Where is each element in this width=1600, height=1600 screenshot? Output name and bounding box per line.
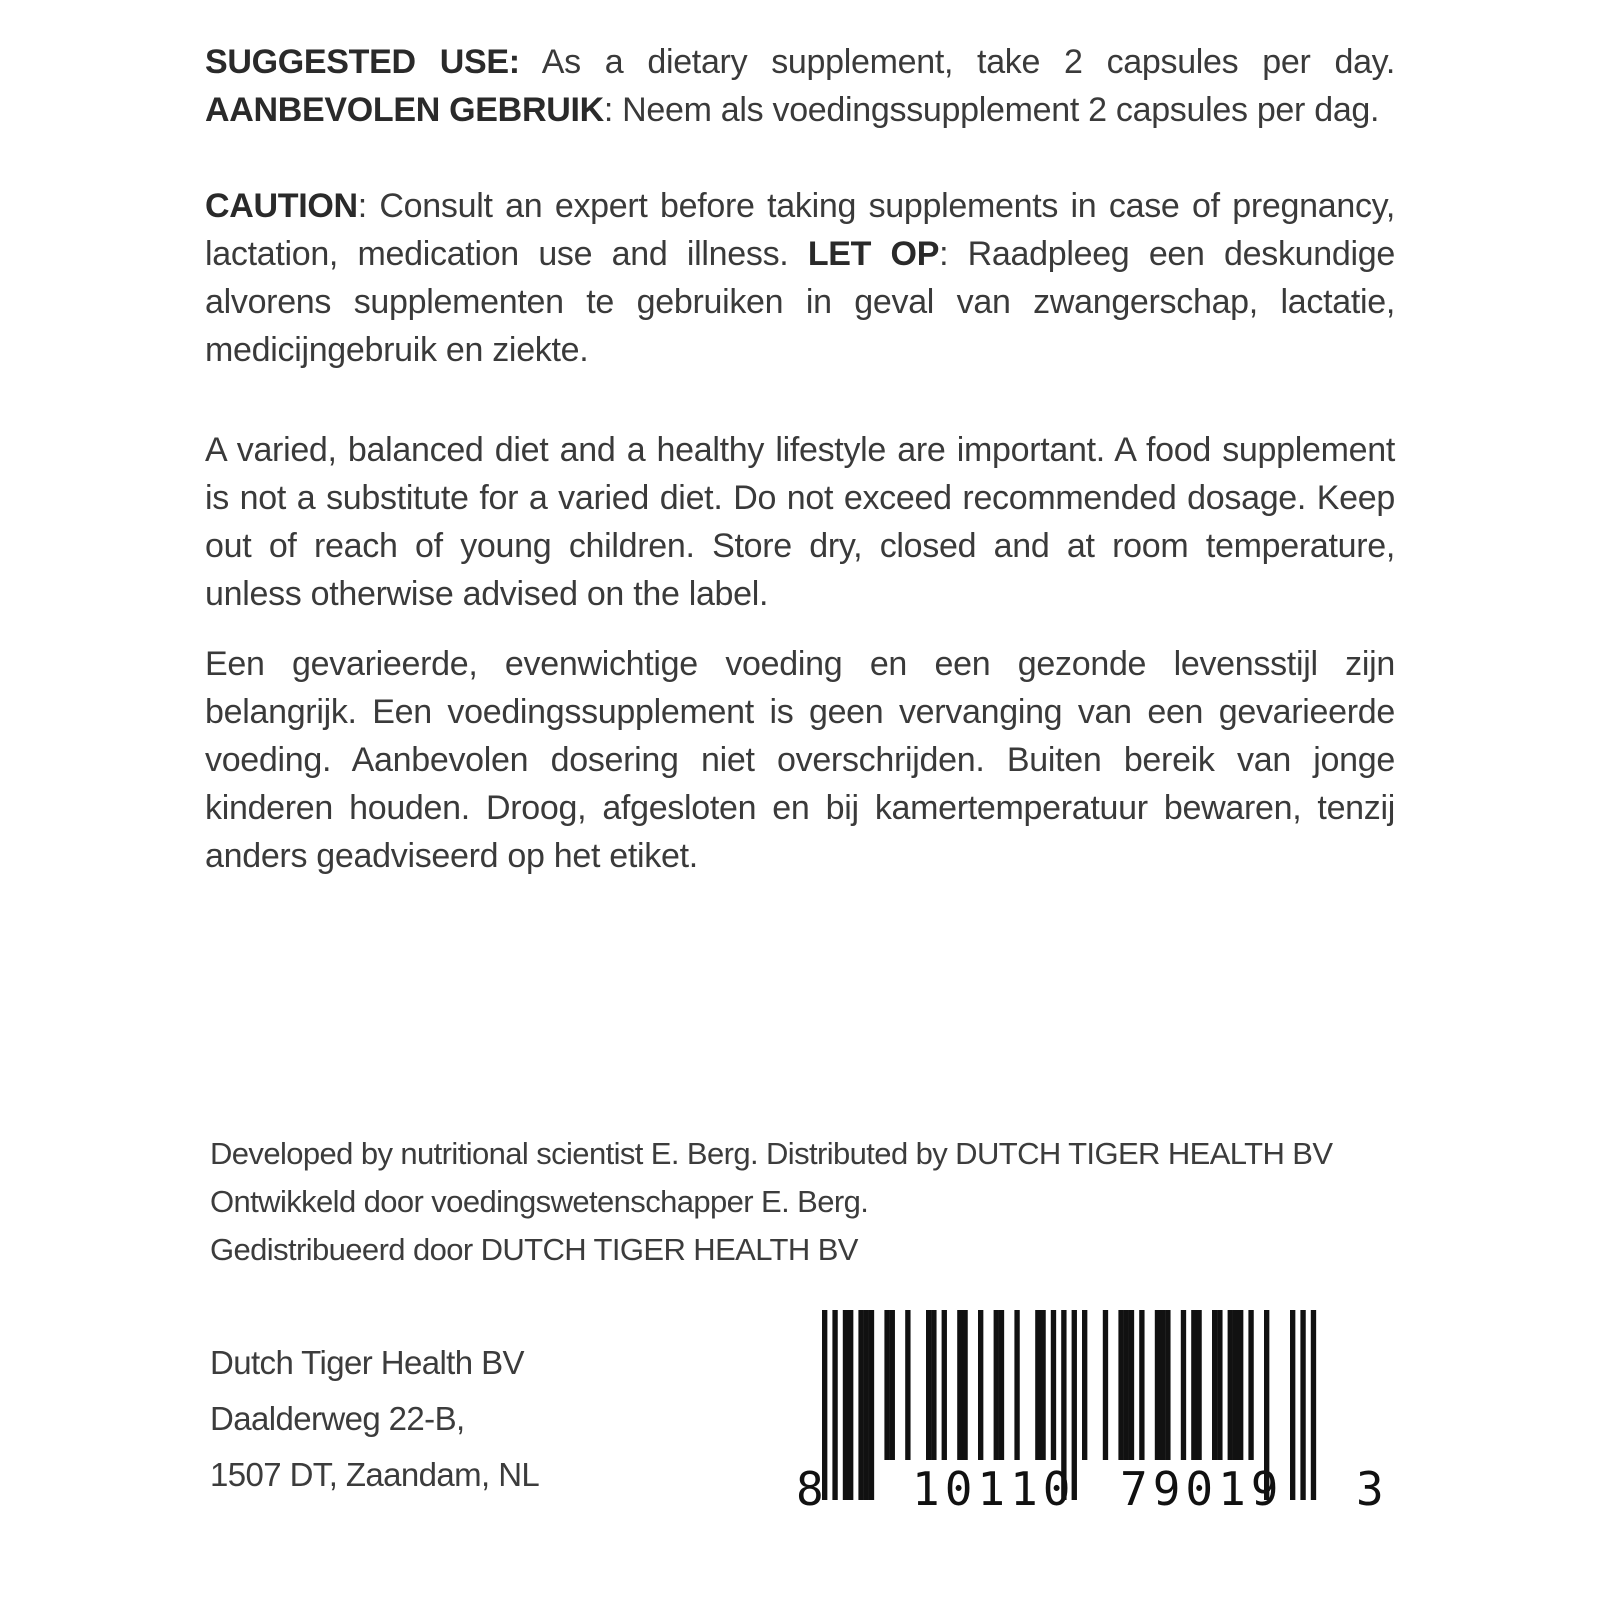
barcode-bar [905,1310,910,1460]
general-advice-nl: Een gevarieerde, evenwichtige voeding en een gezonde levensstijl zijn belangrijk. Een voedingssupplement is geen vervanging van een gevarieerde voeding. Aanbevolen dosering niet overschrijden. Buiten bereik van jonge kinderen houden. Droog, afgesloten en bij kamertemperatuur bewaren, tenzij anders geadviseerd op het etiket. [205,645,1395,875]
barcode-bar [1228,1310,1233,1460]
credits-line-en: Developed by nutritional scientist E. Berg. Distributed by DUTCH TIGER HEALTH BV [210,1136,1333,1171]
barcode-bar [1129,1310,1134,1460]
barcode-bar [1290,1310,1295,1500]
caution-paragraph [205,182,1395,374]
barcode-bar [962,1310,967,1460]
address-city: 1507 DT, Zaandam, NL [210,1456,540,1493]
address-street: Daalderweg 22-B, [210,1400,465,1437]
barcode-bar [1124,1310,1129,1460]
barcode-bar [1160,1310,1165,1460]
barcode-bar [1217,1310,1222,1460]
suggested-use-text: As a dietary supplement, take 2 capsules per day. [519,43,1396,81]
credits [210,1130,1332,1274]
barcode-bar [1014,1310,1019,1460]
barcode-bar [1300,1310,1305,1500]
barcode-bar [1196,1310,1201,1460]
barcode-bar [1040,1310,1045,1460]
barcode-bar [931,1310,936,1460]
barcode-bar [1248,1310,1253,1460]
barcode-bar [978,1310,983,1460]
barcode-bar [957,1310,962,1460]
barcode-digit-check: 3 [1356,1462,1389,1516]
barcode-bar [1311,1310,1316,1500]
caution-heading: CAUTION [205,187,358,225]
let-op-text: : Raadpleeg een deskundige alvorens supplementen te gebruiken in geval van zwangerschap, lactatie, medicijngebruik en ziekte. [205,235,1395,369]
barcode-bar [1233,1310,1238,1460]
credits-line-nl-distributed: Gedistribueerd door DUTCH TIGER HEALTH BV [210,1232,858,1267]
barcode-bar [843,1310,848,1500]
barcode-bar [858,1310,863,1500]
barcode-bar [1181,1310,1186,1460]
aanbevolen-gebruik-text: : Neem als voedingssupplement 2 capsules per dag. [603,91,1380,129]
company-address [210,1335,539,1503]
barcode-bar [1118,1310,1123,1460]
barcode-bar [884,1310,889,1460]
suggested-use-paragraph [205,38,1395,134]
barcode-bar [848,1310,853,1500]
caution-text: : Consult an expert before taking supplements in case of pregnancy, lactation, medication use and illness. [205,187,1395,273]
barcode-bar [999,1310,1004,1460]
barcode-bar [994,1310,999,1460]
aanbevolen-gebruik-heading: AANBEVOLEN GEBRUIK [205,91,604,129]
barcode-group-left: 10110 [912,1462,1076,1516]
barcode-bar [1051,1310,1056,1460]
barcode-digit-first: 8 [796,1462,829,1516]
barcode [796,1310,1400,1520]
barcode-bar [869,1310,874,1500]
suggested-use-heading: SUGGESTED USE: [205,43,520,81]
barcode-bar [1165,1310,1170,1460]
barcode-bar [1103,1310,1108,1460]
barcode-bar [1238,1310,1243,1460]
general-advice-en: A varied, balanced diet and a healthy lifestyle are important. A food supplement is not a substitute for a varied diet. Do not exceed recommended dosage. Keep out of reach of young children. Store dry, closed and at room temperature, unless otherwise advised on the label. [205,431,1395,613]
barcode-bar [1155,1310,1160,1460]
barcode-bar [926,1310,931,1460]
barcode-group-right: 79019 [1120,1462,1284,1516]
barcode-bars [800,1310,1400,1520]
barcode-bar [1191,1310,1196,1460]
barcode-bar [1139,1310,1144,1460]
barcode-bar [1035,1310,1040,1460]
barcode-bar [832,1310,837,1500]
address-company: Dutch Tiger Health BV [210,1344,524,1381]
credits-line-nl-developed: Ontwikkeld door voedingswetenschapper E. Berg. [210,1184,869,1219]
barcode-bar [1212,1310,1217,1460]
let-op-heading: LET OP [807,235,940,273]
barcode-bar [890,1310,895,1460]
barcode-bar [942,1310,947,1460]
barcode-bar [1082,1310,1087,1460]
barcode-bar [864,1310,869,1500]
